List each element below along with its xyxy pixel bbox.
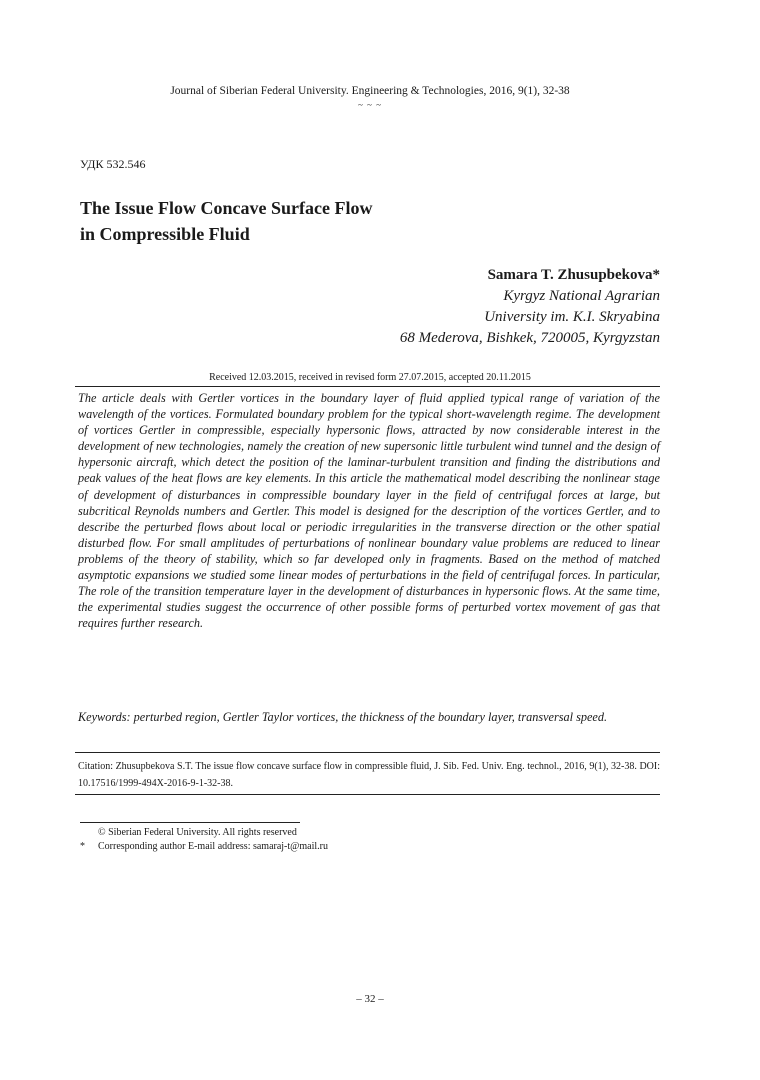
citation: Citation: Zhusupbekova S.T. The issue flow concave surface flow in compressible fluid, J. Sib. Fed. Univ. Eng. technol., 2016, 9(1), 32-38. DOI: 10.17516/1999-494X-2016-9-1-32-38. bbox=[78, 761, 660, 789]
citation-bottom-rule bbox=[75, 794, 660, 795]
affiliation-line: Kyrgyz National Agrarian bbox=[503, 288, 660, 304]
abstract-top-rule bbox=[75, 386, 660, 387]
affiliation-line: 68 Mederova, Bishkek, 720005, Kyrgyzstan bbox=[399, 330, 660, 346]
author-name: Samara T. Zhusupbekova* bbox=[487, 267, 660, 283]
header-ornament: ~ ~ ~ bbox=[357, 100, 383, 110]
abstract: The article deals with Gertler vortices in the boundary layer of fluid applied typical range of variation of the wavelength of the vortices. Formulated boundary problem for the typical short-wavelength regime. The development of vortices Gertler in compressible, especially hypersonic flows, attracted by now considerable interest in the development of new technologies, namely the creation of new supersonic little turbulent wind tunnel and the design of hypersonic aircraft, which detect the position of the laminar-turbulent transition and finding the distributions and peak values of the heat flows are key elements. In this article the mathematical model describing the nonlinear stage of development of disturbances in compressible boundary layer in the field of centrifugal forces at large, but subcritical Reynolds numbers and Gertler. This model is designed for the description of the vortices Gertler, and to describe the perturbed flows about local or periodic irregularities in the transverse direction or the other spatial disturbed flow. For small amplitudes of perturbations of nonlinear boundary value problems are reduced to linear problems of the theory of stability, which so far developed only in fragments. Based on the method of matched asymptotic expansions we studied some linear modes of perturbations in the field of centrifugal forces. In particular, The role of the transition temperature layer in the development of disturbances in hypersonic flows. At the same time, the experimental studies suggest the occurrence of other possible forms of perturbed vortex movement of gas that requires further research. bbox=[78, 391, 660, 631]
corresponding-author-footnote bbox=[80, 840, 328, 854]
footnote-rule bbox=[80, 822, 300, 823]
journal-header: Journal of Siberian Federal University. Engineering & Technologies, 2016, 9(1), 32-38 bbox=[170, 85, 570, 97]
udc-code: УДК 532.546 bbox=[80, 157, 146, 171]
citation-top-rule bbox=[75, 752, 660, 753]
affiliation-line: University im. K.I. Skryabina bbox=[484, 309, 660, 325]
copyright-text: © Siberian Federal University. All rights reserved bbox=[98, 827, 297, 838]
footnote-mark: * bbox=[80, 841, 85, 852]
page-number: – 32 – bbox=[356, 993, 384, 1005]
corresponding-author-text: Corresponding author E-mail address: samaraj-t@mail.ru bbox=[98, 841, 328, 852]
article-title bbox=[80, 195, 580, 247]
received-dates: Received 12.03.2015, received in revised form 27.07.2015, accepted 20.11.2015 bbox=[209, 372, 531, 383]
keywords: Keywords: perturbed region, Gertler Taylor vortices, the thickness of the boundary layer, transversal speed. bbox=[78, 710, 608, 724]
title-line-1: The Issue Flow Concave Surface Flow bbox=[80, 198, 373, 218]
title-line-2: in Compressible Fluid bbox=[80, 224, 250, 244]
copyright-footnote bbox=[80, 826, 297, 840]
author-block bbox=[400, 265, 660, 349]
